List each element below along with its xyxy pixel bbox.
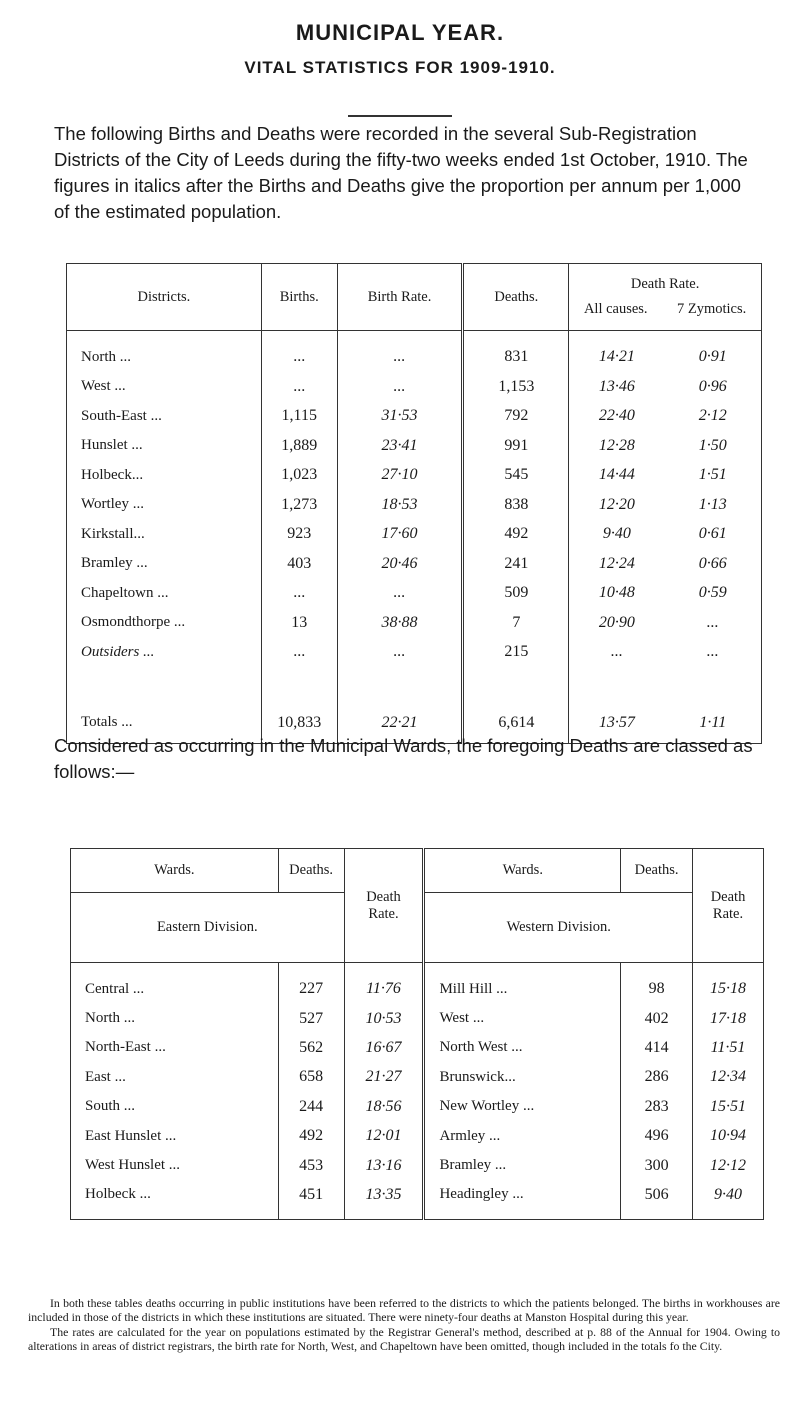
east-ward-cell: Holbeck ... (71, 1180, 279, 1209)
deaths-cell: 509 (463, 579, 569, 609)
page-title: MUNICIPAL YEAR. (295, 20, 505, 45)
totals-deaths: 6,614 (463, 703, 569, 743)
west-ward-cell: West ... (424, 1004, 621, 1033)
west-ward-cell: North West ... (424, 1033, 621, 1062)
west-deaths-cell: 506 (621, 1180, 693, 1209)
zymotics-label: 7 Zymotics. (676, 301, 747, 317)
west-rate-cell: 15·51 (693, 1092, 764, 1121)
all-causes-cell: 14·21 (569, 343, 665, 373)
east-ward-cell: East ... (71, 1063, 279, 1092)
births-deaths-table (66, 263, 762, 744)
east-rate-cell: 16·67 (344, 1033, 424, 1062)
deaths-cell: 991 (463, 431, 569, 461)
deaths-cell: 838 (463, 490, 569, 520)
west-rate-cell: 12·12 (693, 1151, 764, 1180)
zymotics-cell: 1·50 (665, 431, 762, 461)
east-rate-cell: 13·16 (344, 1151, 424, 1180)
west-ward-cell: New Wortley ... (424, 1092, 621, 1121)
col-west-wards: Wards. (424, 849, 621, 893)
all-causes-cell: 9·40 (569, 520, 665, 550)
west-rate-cell: 9·40 (693, 1180, 764, 1209)
west-rate-cell: 17·18 (693, 1004, 764, 1033)
east-rate-cell: 12·01 (344, 1121, 424, 1150)
east-deaths-cell: 227 (278, 975, 344, 1004)
zymotics-cell: 0·61 (665, 520, 762, 550)
zymotics-cell: ... (665, 638, 762, 668)
table-row (67, 343, 762, 373)
east-deaths-cell: 562 (278, 1033, 344, 1062)
deaths-cell: 831 (463, 343, 569, 373)
totals-label: Totals ... (67, 703, 262, 743)
table-row (71, 1092, 764, 1121)
district-cell: Wortley ... (67, 490, 262, 520)
table-row (67, 549, 762, 579)
col-east-deaths: Deaths. (278, 849, 344, 893)
east-deaths-cell: 244 (278, 1092, 344, 1121)
col-death-rate (569, 264, 762, 331)
col-east-wards: Wards. (71, 849, 279, 893)
birth-rate-cell: 27·10 (337, 461, 463, 491)
births-cell: ... (261, 343, 337, 373)
col-west-death-rate: Death Rate. (693, 849, 764, 963)
west-ward-cell: Armley ... (424, 1121, 621, 1150)
table-row (67, 638, 762, 668)
district-cell: West ... (67, 372, 262, 402)
birth-rate-cell: ... (337, 638, 463, 668)
deaths-cell: 792 (463, 402, 569, 432)
all-causes-cell: 12·20 (569, 490, 665, 520)
west-rate-cell: 10·94 (693, 1121, 764, 1150)
deaths-cell: 545 (463, 461, 569, 491)
all-causes-cell: 20·90 (569, 608, 665, 638)
west-ward-cell: Mill Hill ... (424, 975, 621, 1004)
table-row (71, 1033, 764, 1062)
totals-birth-rate: 22·21 (337, 703, 463, 743)
table-row (67, 520, 762, 550)
district-cell: Holbeck... (67, 461, 262, 491)
title-rule (348, 115, 452, 117)
births-cell: ... (261, 372, 337, 402)
east-ward-cell: East Hunslet ... (71, 1121, 279, 1150)
deaths-cell: 7 (463, 608, 569, 638)
west-ward-cell: Headingley ... (424, 1180, 621, 1209)
totals-zymotics: 1·11 (665, 703, 762, 743)
district-cell: Outsiders ... (67, 638, 262, 668)
east-ward-cell: South ... (71, 1092, 279, 1121)
birth-rate-cell: 17·60 (337, 520, 463, 550)
west-rate-cell: 15·18 (693, 975, 764, 1004)
zymotics-cell: 0·91 (665, 343, 762, 373)
births-cell: 923 (261, 520, 337, 550)
east-rate-cell: 18·56 (344, 1092, 424, 1121)
footnote-2: The rates are calculated for the year on populations estimated by the Registrar General's method, described at p. 88 of the Annual for 1904. Owing to alterations in areas of district registrars, the birth rate for North, West, and Chapeltown have been omitted, though included in the totals fo the City. (28, 1324, 780, 1353)
zymotics-cell: ... (665, 608, 762, 638)
all-causes-cell: ... (569, 638, 665, 668)
births-cell: 403 (261, 549, 337, 579)
wards-deaths-table (70, 848, 764, 1220)
birth-rate-cell: 31·53 (337, 402, 463, 432)
births-cell: 1,889 (261, 431, 337, 461)
birth-rate-cell: ... (337, 579, 463, 609)
zymotics-cell: 0·66 (665, 549, 762, 579)
district-cell: Kirkstall... (67, 520, 262, 550)
west-deaths-cell: 414 (621, 1033, 693, 1062)
western-division-label: Western Division. (424, 893, 693, 963)
birth-rate-cell: ... (337, 343, 463, 373)
deaths-cell: 241 (463, 549, 569, 579)
all-causes-cell: 12·24 (569, 549, 665, 579)
east-deaths-cell: 658 (278, 1063, 344, 1092)
east-ward-cell: West Hunslet ... (71, 1151, 279, 1180)
deaths-cell: 492 (463, 520, 569, 550)
birth-rate-cell: 20·46 (337, 549, 463, 579)
col-east-death-rate: Death Rate. (344, 849, 424, 963)
west-deaths-cell: 300 (621, 1151, 693, 1180)
all-causes-cell: 12·28 (569, 431, 665, 461)
zymotics-cell: 0·59 (665, 579, 762, 609)
deaths-cell: 1,153 (463, 372, 569, 402)
west-rate-cell: 11·51 (693, 1033, 764, 1062)
table-row (67, 579, 762, 609)
zymotics-cell: 2·12 (665, 402, 762, 432)
east-ward-cell: North ... (71, 1004, 279, 1033)
table-row (71, 1151, 764, 1180)
table-row (67, 490, 762, 520)
zymotics-cell: 1·51 (665, 461, 762, 491)
west-deaths-cell: 496 (621, 1121, 693, 1150)
east-rate-cell: 21·27 (344, 1063, 424, 1092)
all-causes-cell: 10·48 (569, 579, 665, 609)
birth-rate-cell: ... (337, 372, 463, 402)
east-rate-cell: 11·76 (344, 975, 424, 1004)
births-cell: 1,115 (261, 402, 337, 432)
west-deaths-cell: 402 (621, 1004, 693, 1033)
births-cell: 1,273 (261, 490, 337, 520)
col-births: Births. (261, 264, 337, 331)
east-ward-cell: Central ... (71, 975, 279, 1004)
birth-rate-cell: 23·41 (337, 431, 463, 461)
table-row (67, 461, 762, 491)
district-cell: Hunslet ... (67, 431, 262, 461)
district-cell: Bramley ... (67, 549, 262, 579)
west-deaths-cell: 98 (621, 975, 693, 1004)
table-row (67, 608, 762, 638)
birth-rate-cell: 18·53 (337, 490, 463, 520)
all-causes-cell: 14·44 (569, 461, 665, 491)
district-cell: Chapeltown ... (67, 579, 262, 609)
all-causes-cell: 22·40 (569, 402, 665, 432)
table-row (71, 1121, 764, 1150)
intro-paragraph: The following Births and Deaths were recorded in the several Sub-Registration Districts of the City of Leeds during the fifty-two weeks ended 1st October, 1910. The figures in italics after the Births and Deaths give the proportion per annum per 1,000 of the estimated population. (54, 123, 748, 222)
district-cell: North ... (67, 343, 262, 373)
col-birth-rate: Birth Rate. (337, 264, 463, 331)
col-west-deaths: Deaths. (621, 849, 693, 893)
births-cell: ... (261, 579, 337, 609)
all-causes-cell: 13·46 (569, 372, 665, 402)
zymotics-cell: 1·13 (665, 490, 762, 520)
east-ward-cell: North-East ... (71, 1033, 279, 1062)
col-deaths: Deaths. (463, 264, 569, 331)
east-rate-cell: 13·35 (344, 1180, 424, 1209)
east-deaths-cell: 451 (278, 1180, 344, 1209)
totals-births: 10,833 (261, 703, 337, 743)
table-row (71, 1180, 764, 1209)
table-row (67, 402, 762, 432)
totals-all-causes: 13·57 (569, 703, 665, 743)
west-rate-cell: 12·34 (693, 1063, 764, 1092)
district-cell: South-East ... (67, 402, 262, 432)
west-ward-cell: Brunswick... (424, 1063, 621, 1092)
table-row (67, 372, 762, 402)
birth-rate-cell: 38·88 (337, 608, 463, 638)
all-causes-label: All causes. (583, 301, 648, 317)
col-districts: Districts. (67, 264, 262, 331)
births-cell: ... (261, 638, 337, 668)
death-rate-label: Death Rate. (630, 276, 700, 292)
west-ward-cell: Bramley ... (424, 1151, 621, 1180)
east-deaths-cell: 527 (278, 1004, 344, 1033)
west-deaths-cell: 286 (621, 1063, 693, 1092)
births-cell: 1,023 (261, 461, 337, 491)
page-subtitle: VITAL STATISTICS FOR 1909-1910. (244, 58, 556, 77)
east-rate-cell: 10·53 (344, 1004, 424, 1033)
zymotics-cell: 0·96 (665, 372, 762, 402)
table-row (71, 975, 764, 1004)
footnote-1: In both these tables deaths occurring in public institutions have been referred to the districts to which the patients belonged. The births in workhouses are included in those of the districts in which these institutions are situated. There were ninety-four deaths at Manston Hospital during this year. (28, 1296, 780, 1325)
east-deaths-cell: 492 (278, 1121, 344, 1150)
wards-intro-paragraph: Considered as occurring in the Municipal Wards, the foregoing Deaths are classed as follows:— (54, 735, 753, 782)
district-cell: Osmondthorpe ... (67, 608, 262, 638)
table-row (67, 431, 762, 461)
footnotes (28, 1296, 780, 1353)
table-row (71, 1004, 764, 1033)
births-cell: 13 (261, 608, 337, 638)
deaths-cell: 215 (463, 638, 569, 668)
east-deaths-cell: 453 (278, 1151, 344, 1180)
table-row (71, 1063, 764, 1092)
eastern-division-label: Eastern Division. (71, 893, 345, 963)
west-deaths-cell: 283 (621, 1092, 693, 1121)
